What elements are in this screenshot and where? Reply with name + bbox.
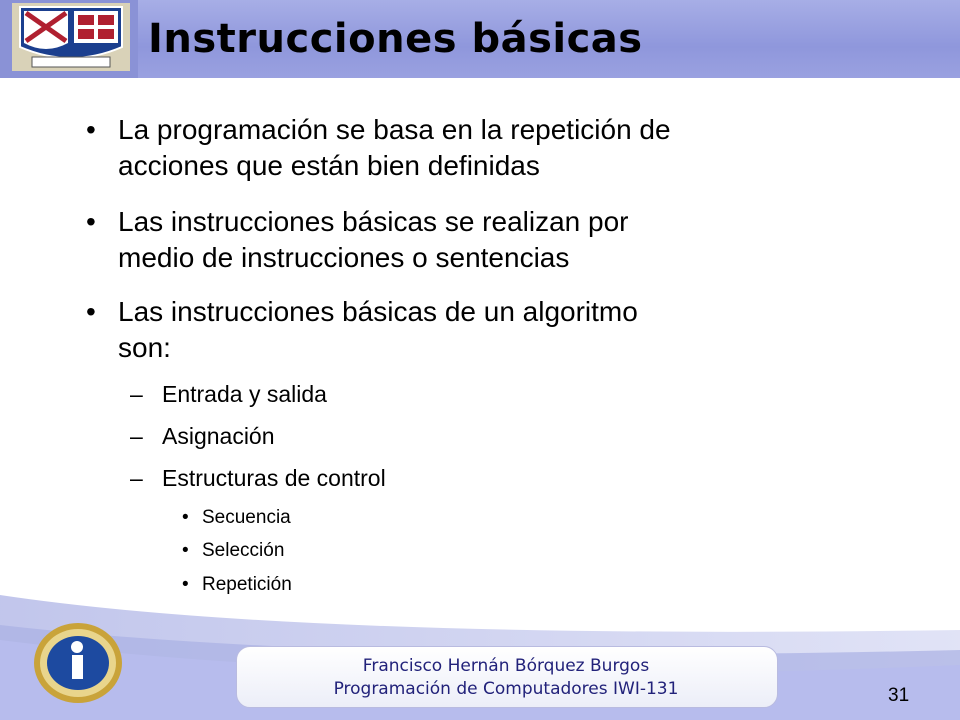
bullet-line: son: (118, 332, 171, 363)
sub-sub-bullet-text: Repetición (202, 574, 292, 595)
bullet-symbol: • (182, 574, 189, 595)
bullet-symbol: • (86, 206, 96, 237)
sub-bullet-item (130, 422, 275, 450)
dash-symbol: – (130, 381, 143, 407)
bullet-symbol: • (86, 114, 96, 145)
sub-sub-bullet-item (182, 539, 285, 563)
dash-symbol: – (130, 465, 143, 491)
bullet-line: Las instrucciones básicas se realizan por (118, 206, 629, 237)
sub-sub-bullet-item (182, 506, 291, 530)
bullet-symbol: • (182, 540, 189, 561)
university-crest-icon (12, 3, 130, 71)
bullet-item (86, 204, 878, 276)
header-logo-frame (0, 0, 138, 78)
bullet-symbol: • (182, 507, 189, 528)
sub-bullet-item (130, 380, 327, 408)
bullet-item (86, 112, 878, 184)
sub-bullet-text: Estructuras de control (162, 465, 386, 491)
bullet-item (86, 294, 878, 366)
footer-author: Francisco Hernán Bórquez Burgos (362, 656, 650, 676)
bullet-line: Las instrucciones básicas de un algoritmo (118, 296, 638, 327)
page-number: 31 (888, 685, 910, 706)
sub-sub-bullet-text: Secuencia (202, 507, 291, 528)
sub-bullet-text: Entrada y salida (162, 381, 327, 407)
bullet-line: La programación se basa en la repetición de (118, 114, 671, 145)
sub-bullet-item (130, 464, 386, 492)
sub-bullet-text: Asignación (162, 423, 275, 449)
i-logo-icon (30, 615, 126, 711)
footer-course: Programación de Computadores IWI-131 (333, 679, 679, 699)
slide-title: Instrucciones básicas (148, 16, 643, 62)
sub-sub-bullet-text: Selección (202, 540, 285, 561)
bullet-symbol: • (86, 296, 96, 327)
bullet-line: acciones que están bien definidas (118, 150, 540, 181)
dash-symbol: – (130, 423, 143, 449)
bullet-line: medio de instrucciones o sentencias (118, 242, 570, 273)
